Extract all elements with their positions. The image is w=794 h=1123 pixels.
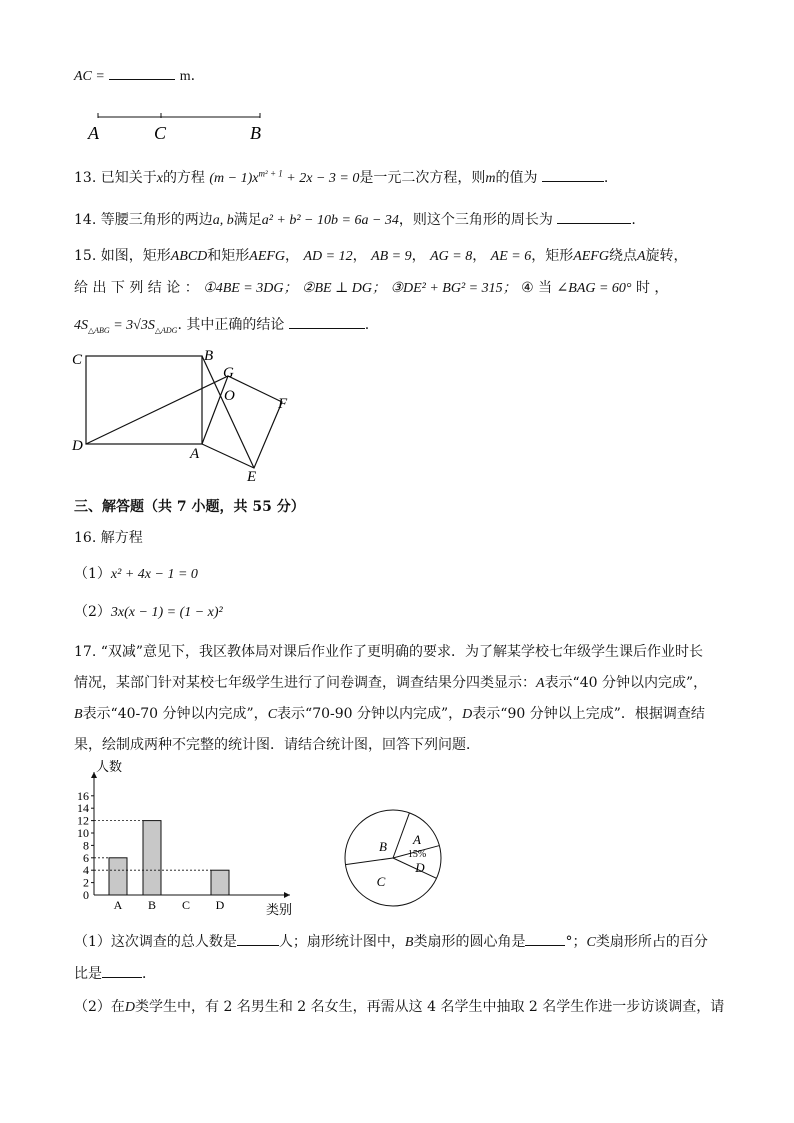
q17-cat: C bbox=[586, 935, 596, 950]
q17-text: 表示“40 分钟以内完成”， bbox=[544, 675, 708, 691]
q12-point-a: A bbox=[88, 123, 99, 143]
q13-line bbox=[74, 167, 608, 187]
pie-annotation-a: 15% bbox=[407, 849, 427, 860]
q13-blank[interactable] bbox=[542, 169, 604, 182]
q12-blank[interactable] bbox=[109, 67, 175, 80]
q15-text: 时 ， bbox=[635, 280, 669, 296]
q13-number: 13. bbox=[74, 170, 97, 186]
q17-text: 类扇形所占的百分 bbox=[595, 934, 708, 950]
q15-area-sub: △ABG bbox=[88, 325, 110, 335]
q17-text: 表示“40-70 分钟以内完成”， bbox=[82, 706, 268, 722]
q15-text: 如图，矩形 bbox=[100, 248, 171, 264]
q15-text: 绕点 bbox=[608, 248, 637, 264]
q15-text: . 其中正确的结论 bbox=[177, 317, 285, 333]
q17-blank-percent[interactable] bbox=[102, 965, 142, 978]
section-3-title: 三、解答题（共 7 小题，共 55 分） bbox=[74, 499, 305, 515]
y-tick-label: 10 bbox=[77, 826, 89, 840]
q13-text: 已知关于 bbox=[100, 170, 157, 186]
q17-pie-chart bbox=[340, 806, 450, 916]
label-c: C bbox=[72, 352, 83, 368]
y-tick-label: 16 bbox=[77, 788, 89, 803]
q13-var: x bbox=[156, 171, 163, 186]
q17-text: 情况，某部门针对某校七年级学生进行了问卷调查，调查结果分四类显示： bbox=[74, 675, 536, 691]
q17-cat: D bbox=[124, 1000, 136, 1015]
q17-line-4: 果，绘制成两种不完整的统计图．请结合统计图，回答下列问题． bbox=[74, 737, 480, 753]
y-tick-label: 8 bbox=[83, 838, 89, 853]
q16-part-label: （2） bbox=[74, 604, 111, 620]
q17-sub-1-line-1 bbox=[74, 931, 708, 951]
q12-unit: m bbox=[179, 69, 191, 84]
y-tick-label: 12 bbox=[77, 813, 89, 828]
q15-ag: AG = 8 bbox=[430, 249, 473, 264]
label-a: A bbox=[190, 446, 200, 462]
q16-part-1 bbox=[74, 563, 198, 583]
label-g: G bbox=[223, 365, 234, 381]
q15-area-expr: 4S bbox=[74, 318, 88, 333]
label-d: D bbox=[72, 438, 83, 454]
label-b: B bbox=[204, 348, 214, 364]
q14-text: 等腰三角形的两边 bbox=[100, 212, 213, 228]
q13-eq-part: + 2x − 3 = 0 bbox=[282, 171, 360, 186]
x-axis-label: 类别 bbox=[266, 902, 293, 917]
q16-title-line bbox=[74, 527, 143, 547]
bar-B bbox=[143, 821, 161, 895]
y-tick-label: 2 bbox=[83, 875, 89, 890]
q16-equation-2: 3x(x − 1) = (1 − x)² bbox=[110, 605, 223, 620]
y-tick-label: 4 bbox=[83, 863, 89, 878]
q17-text: °； bbox=[565, 934, 587, 950]
q17-blank-total[interactable] bbox=[237, 933, 279, 946]
q17-text: 表示“70-90 分钟以内完成”， bbox=[277, 706, 463, 722]
q17-number: 17. bbox=[74, 644, 97, 660]
pie-label-a: A bbox=[413, 832, 421, 847]
q17-blank-angle[interactable] bbox=[525, 933, 565, 946]
q17-text: （2）在 bbox=[74, 999, 125, 1015]
q12-label: AC = bbox=[74, 69, 105, 84]
q15-end: . bbox=[364, 317, 370, 333]
q13-text: 的方程 bbox=[162, 170, 205, 186]
q17-sub-2-line-1 bbox=[74, 996, 724, 1016]
q17-text: 类学生中，有 2 名男生和 2 名女生，再需从这 4 名学生中抽取 2 名学生作进一步访谈调查，请 bbox=[135, 999, 725, 1015]
q13-equation bbox=[209, 168, 360, 186]
q15-conclusion-4: ④ 当 bbox=[521, 280, 553, 296]
q14-text: ，则这个三角形的周长为 bbox=[398, 212, 553, 228]
q15-conclusion-1: ①4BE = 3DG； bbox=[203, 281, 298, 296]
q17-text: ． bbox=[142, 966, 156, 982]
q17-cat: B bbox=[404, 935, 414, 950]
x-tick-label: A bbox=[113, 898, 123, 912]
q17-cat: D bbox=[462, 707, 473, 722]
pie-sector-edge bbox=[345, 858, 393, 865]
q13-end: . bbox=[603, 170, 609, 186]
q16-part-2 bbox=[74, 601, 223, 621]
y-tick-label: 14 bbox=[77, 801, 89, 816]
q15-rect-aefg: AEFG bbox=[249, 249, 286, 264]
q17-text: 类扇形的圆心角是 bbox=[413, 934, 526, 950]
q17-line-1 bbox=[74, 641, 703, 661]
q17-text: “双减”意见下，我区教体局对课后作业作了更明确的要求．为了解某学校七年级学生课后作业时长 bbox=[100, 644, 704, 660]
q15-text: 给 出 下 列 结 论 ： bbox=[74, 280, 199, 296]
q16-part-label: （1） bbox=[74, 566, 111, 582]
q13-var: m bbox=[485, 171, 496, 186]
q16-equation-1: x² + 4x − 1 = 0 bbox=[110, 567, 198, 582]
rect-abcd bbox=[86, 356, 202, 444]
y-tick-label: 0 bbox=[83, 888, 89, 902]
q17-text: 表示“90 分钟以上完成”．根据调查结 bbox=[472, 706, 705, 722]
q14-equation: a² + b² − 10b = 6a − 34 bbox=[261, 213, 399, 228]
y-tick-label: 6 bbox=[83, 850, 89, 865]
q14-end: . bbox=[631, 212, 636, 228]
q13-text: 的值为 bbox=[495, 170, 538, 186]
q15-area-sub: △ADG bbox=[154, 325, 178, 335]
q14-blank[interactable] bbox=[557, 211, 631, 224]
x-tick-label: C bbox=[181, 898, 191, 912]
q15-ae: AE = 6 bbox=[490, 249, 532, 264]
q14-line bbox=[74, 209, 636, 229]
q12-answer-line: AC = m. bbox=[74, 68, 196, 84]
q12-segment-figure bbox=[84, 108, 274, 144]
x-tick-label: B bbox=[147, 898, 157, 912]
q13-eq-exponent: m² + 1 bbox=[258, 168, 283, 179]
q15-text: 矩形 bbox=[545, 248, 574, 264]
q13-eq-part: (m − 1)x bbox=[209, 171, 259, 186]
q15-geometry-figure bbox=[66, 344, 306, 484]
q16-number: 16. bbox=[74, 530, 97, 546]
x-tick-label: D bbox=[215, 898, 225, 912]
q17-line-3 bbox=[74, 703, 705, 723]
q17-cat: C bbox=[267, 707, 278, 722]
pie-label-c: C bbox=[376, 874, 386, 889]
q17-text: （1）这次调查的总人数是 bbox=[74, 934, 237, 950]
q14-text: 满足 bbox=[233, 212, 262, 228]
q15-angle: ∠BAG = 60° bbox=[556, 281, 632, 296]
q16-title: 解方程 bbox=[100, 530, 143, 546]
q15-conclusion-3: ③DE² + BG² = 315； bbox=[390, 281, 517, 296]
q15-blank[interactable] bbox=[289, 316, 365, 329]
q15-text: 旋转， bbox=[645, 248, 688, 264]
q12-point-c: C bbox=[154, 123, 167, 143]
q13-text: 是一元二次方程，则 bbox=[359, 170, 486, 186]
q17-text: 比是 bbox=[74, 966, 102, 982]
x-axis-arrow bbox=[284, 892, 290, 898]
rect-aefg bbox=[202, 376, 282, 468]
pie-label-b: B bbox=[379, 839, 387, 854]
q12-point-b: B bbox=[250, 123, 261, 143]
q17-text: 人；扇形统计图中， bbox=[278, 934, 405, 950]
q14-number: 14. bbox=[74, 212, 97, 228]
q15-rect-aefg: AEFG bbox=[573, 249, 609, 264]
q15-area-expr: = 3√3S bbox=[109, 318, 155, 333]
q15-number: 15. bbox=[74, 248, 97, 264]
q17-line-2 bbox=[74, 672, 707, 692]
y-axis-label: 人数 bbox=[96, 760, 123, 774]
bar-D bbox=[211, 870, 229, 895]
q15-ab: AB = 9 bbox=[371, 249, 412, 264]
bar-A bbox=[109, 858, 127, 895]
label-e: E bbox=[247, 469, 257, 484]
q15-line-2 bbox=[74, 277, 668, 297]
label-o: O bbox=[224, 388, 235, 404]
q15-text: 和矩形 bbox=[207, 248, 250, 264]
pie-label-d: D bbox=[415, 860, 425, 875]
q15-line-3 bbox=[74, 314, 369, 335]
q14-vars: a, b bbox=[212, 213, 234, 228]
q15-ad: AD = 12 bbox=[303, 249, 353, 264]
q17-cat: A bbox=[536, 676, 545, 691]
q15-conclusion-2: ②BE ⊥ DG； bbox=[301, 281, 386, 296]
q15-rect-abcd: ABCD bbox=[170, 249, 208, 264]
q17-bar-chart bbox=[60, 760, 310, 920]
q17-cat: B bbox=[74, 707, 83, 722]
label-f: F bbox=[278, 396, 288, 412]
q17-sub-1-line-2 bbox=[74, 963, 156, 983]
q15-point-a: A bbox=[636, 249, 646, 264]
q15-line-1: 15. 如图，矩形ABCD和矩形AEFG， AD = 12， AB = 9， AG = 8， AE = 6，矩形AEFG绕点A旋转， bbox=[74, 248, 688, 264]
